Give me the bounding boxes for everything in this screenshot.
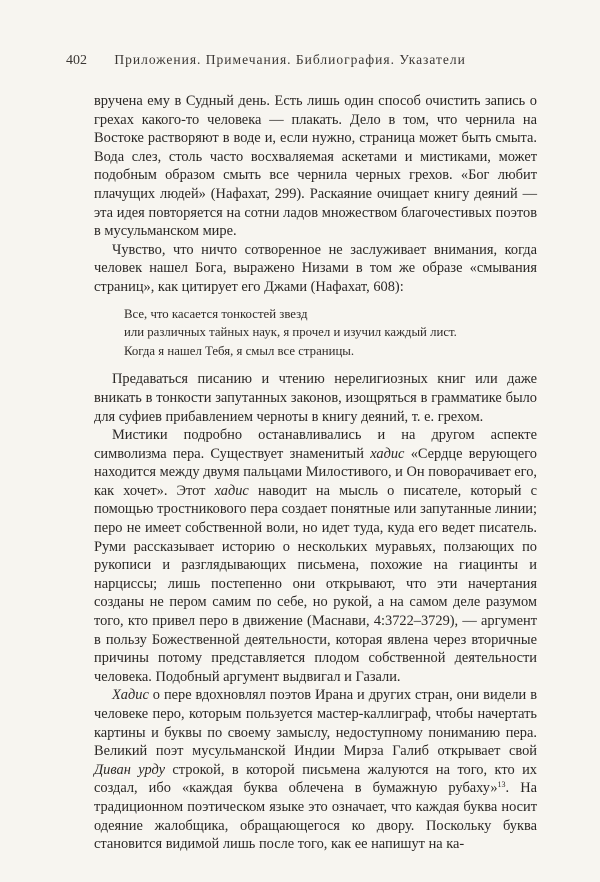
paragraph-5 xyxy=(94,686,537,853)
p5-text-b: строкой, в которой письмена жалуются на того, кто их создал, ибо «каждая буква облечена в бумажную рубаху» xyxy=(94,761,537,797)
verse-line-2: или различных тайных наук, я прочел и изучил каждый лист. xyxy=(124,325,457,340)
p5-text-a: о пере вдохновлял поэтов Ирана и других стран, они видели в человеке перо, которым пользуется мастер-каллиграф, чтобы начертать картины и буквы по своему замыслу, недоступному пониманию пера. Великий поэт мусульманской Индии Мирза Галиб открывает свой xyxy=(94,687,537,760)
p5-hadis-term: Хадис xyxy=(112,687,149,704)
p4-hadis-term-1: хадис xyxy=(370,445,405,462)
p4-text-c: наводит на мысль о писателе, который с помощью тростникового пера создает понятные или запутанные линии; перо не имеет собственной воли, но идет туда, куда его ведет писатель. Руми рассказывает историю о нескольких муравьях, ползающих по рукописи и разглядывающих письмена, похожие на гиацинты и нарциссы; лишь постепенно они открывают, что эти начертания созданы не пером самим по себе, но рукой, а на самом деле разумом того, кто привел перо в движение (Маснави, 4:3722–3729), — аргумент в пользу Божественной деятельности, которая явлена через вторичные причины потому представляется плодом собственной деятельности человека. Подобный аргумент выдвигал и Газали. xyxy=(94,482,538,685)
page-body xyxy=(94,92,537,854)
p5-text-c: . На традиционном поэтическом языке это означает, что каждая буква носит одеяние жалобщика, обращающегося ко двору. Поскольку буква становится видимой лишь после того, как ее напишут на ка- xyxy=(94,780,537,853)
p4-hadis-term-2: хадис xyxy=(214,482,249,499)
paragraph-3: Предаваться писанию и чтению нерелигиозных книг или даже вникать в тонкости запутанных законов, изощряться в грамматике было для суфиев прибавлением черноты в книгу деяний, т. е. грехом. xyxy=(94,371,537,425)
p4-text-a: Мистики подробно останавливались и на другом аспекте символизма пера. Существует знаменитый xyxy=(94,427,537,462)
p4-text-b: «Сердце верующего находится между двумя пальцами Милостивого, и Он поворачивает его, как хочет». Этот xyxy=(94,445,537,499)
paragraph-2: Чувство, что ничто сотворенное не заслуживает внимания, когда человек нашел Бога, выражено Низами в том же образе «смывания страниц», как цитирует его Джами (Нафахат, 608): xyxy=(94,241,537,295)
footnote-marker[interactable]: 13 xyxy=(497,780,506,790)
verse-line-3: Когда я нашел Тебя, я смыл все страницы. xyxy=(124,343,355,358)
page-number: 402 xyxy=(66,53,87,68)
running-title: Приложения. Примечания. Библиография. Указатели xyxy=(114,52,466,67)
verse-line-1: Все, что касается тонкостей звезд xyxy=(124,306,308,321)
p5-divan-title: Диван урду xyxy=(94,761,165,778)
verse-quote xyxy=(124,305,537,361)
paragraph-1: вручена ему в Судный день. Есть лишь один способ очистить запись о грехах какого-то человека — плакать. Дело в том, что чернила на Востоке растворяют в воде и, если нужно, страница может быть смыта. Вода слез, столь часто восхваляемая аскетами и мистиками, может подобным образом смыть все чернила черных грехов. «Бог любит плачущих людей» (Нафахат, 299). Раскаяние очищает книгу деяний — эта идея повторяется на сотни ладов множеством благочестивых поэтов в мусульманском мире. xyxy=(94,93,537,240)
paragraph-4 xyxy=(94,426,537,686)
running-header xyxy=(66,52,536,69)
